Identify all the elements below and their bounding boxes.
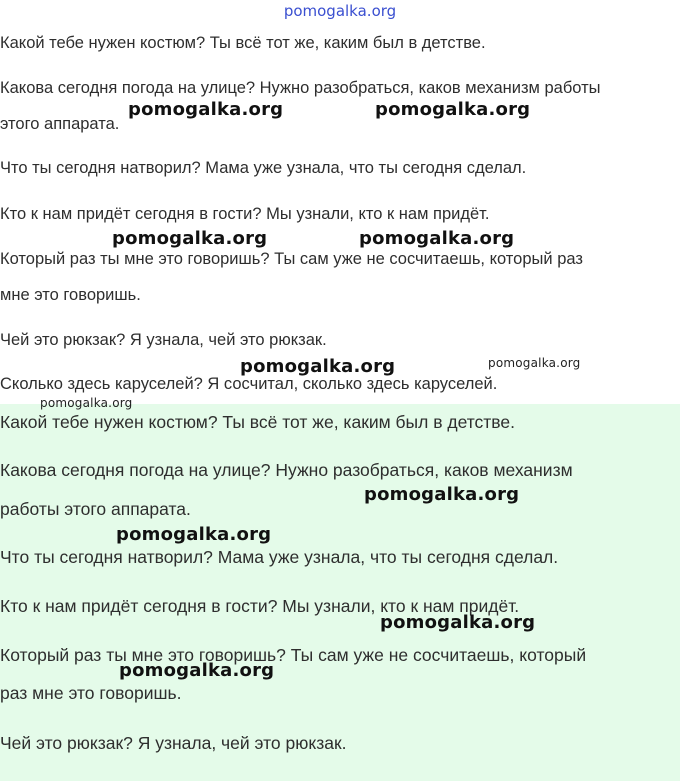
watermark: pomogalka.org <box>380 612 536 633</box>
text-line: мне это говоришь. <box>0 286 141 304</box>
watermark: pomogalka.org <box>119 660 275 681</box>
answer-line: Который раз ты мне это говоришь? Ты сам уже не сосчитаешь, который <box>0 645 587 665</box>
answer-line: Что ты сегодня натворил? Мама уже узнала, что ты сегодня сделал. <box>0 547 559 567</box>
text-line: Какой тебе нужен костюм? Ты всё тот же, каким был в детстве. <box>0 34 486 52</box>
watermark: pomogalka.org <box>375 99 531 120</box>
text-line: Какова сегодня погода на улице? Нужно разобраться, каков механизм работы <box>0 79 601 97</box>
answer-line: Чей это рюкзак? Я узнала, чей это рюкзак. <box>0 733 347 753</box>
answer-line: Кто к нам придёт сегодня в гости? Мы узнали, кто к нам придёт. <box>0 596 520 616</box>
watermark: pomogalka.org <box>359 228 515 249</box>
watermark: pomogalka.org <box>364 484 520 505</box>
watermark: pomogalka.org <box>112 228 268 249</box>
watermark: pomogalka.org <box>128 99 284 120</box>
answer-line: раз мне это говоришь. <box>0 683 182 703</box>
text-line: Что ты сегодня натворил? Мама уже узнала, что ты сегодня сделал. <box>0 159 527 177</box>
text-line: Чей это рюкзак? Я узнала, чей это рюкзак. <box>0 331 327 349</box>
text-line: Который раз ты мне это говоришь? Ты сам уже не сосчитаешь, который раз <box>0 250 583 268</box>
answer-line: Какой тебе нужен костюм? Ты всё тот же, каким был в детстве. <box>0 412 515 432</box>
text-line: этого аппарата. <box>0 115 120 133</box>
answer-line: Какова сегодня погода на улице? Нужно разобраться, каков механизм <box>0 460 573 480</box>
watermark: pomogalka.org <box>40 396 133 410</box>
site-link[interactable]: pomogalka.org <box>283 2 397 20</box>
text-line: Кто к нам придёт сегодня в гости? Мы узнали, кто к нам придёт. <box>0 205 490 223</box>
text-line: Сколько здесь каруселей? Я сосчитал, сколько здесь каруселей. <box>0 375 498 393</box>
watermark: pomogalka.org <box>240 356 396 377</box>
watermark: pomogalka.org <box>488 356 581 370</box>
answer-line: работы этого аппарата. <box>0 499 191 519</box>
watermark: pomogalka.org <box>116 524 272 545</box>
